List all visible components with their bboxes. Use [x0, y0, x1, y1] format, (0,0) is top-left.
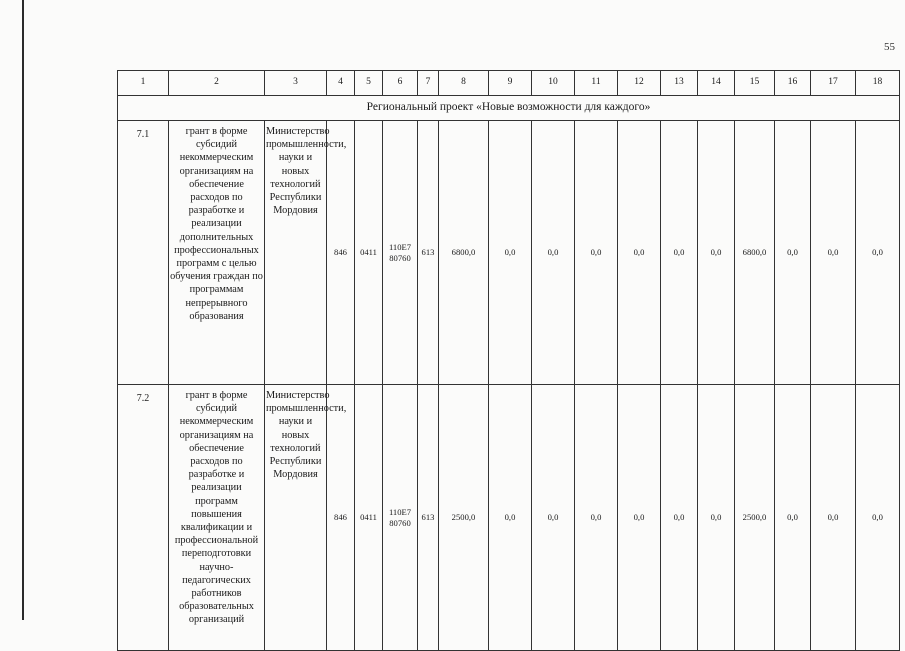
row-agency: Министерство промышленности, науки и новых технологий Республики Мордовия [265, 121, 327, 385]
cell-col16: 0,0 [775, 385, 811, 651]
cell-col10: 0,0 [532, 385, 575, 651]
cell-col10: 0,0 [532, 121, 575, 385]
row-description: грант в форме субсидий некоммерческим организациям на обеспечение расходов по разработке и реализации дополнительных профессиональных программ с целью обучения граждан по программам непрерывного образования [169, 121, 265, 385]
column-header: 13 [661, 71, 698, 96]
page-number: 55 [884, 41, 895, 53]
cell-col17: 0,0 [811, 121, 856, 385]
column-header: 2 [169, 71, 265, 96]
cell-col16: 0,0 [775, 121, 811, 385]
column-header: 12 [618, 71, 661, 96]
column-header: 5 [355, 71, 383, 96]
table-row [118, 121, 900, 385]
cell-col12: 0,0 [618, 121, 661, 385]
column-header: 4 [327, 71, 355, 96]
column-header: 8 [439, 71, 489, 96]
column-header: 15 [735, 71, 775, 96]
column-header: 3 [265, 71, 327, 96]
cell-col5: 0411 [355, 121, 383, 385]
cell-col13: 0,0 [661, 121, 698, 385]
cell-col4: 846 [327, 385, 355, 651]
cell-col13: 0,0 [661, 385, 698, 651]
column-number-row [118, 71, 900, 96]
cell-col11: 0,0 [575, 121, 618, 385]
column-header: 16 [775, 71, 811, 96]
cell-col14: 0,0 [698, 121, 735, 385]
cell-col17: 0,0 [811, 385, 856, 651]
column-header: 6 [383, 71, 418, 96]
cell-col6: 110Е7 80760 [383, 385, 418, 651]
cell-col8: 6800,0 [439, 121, 489, 385]
row-number: 7.1 [118, 121, 169, 385]
cell-col18: 0,0 [856, 121, 900, 385]
margin-line [22, 0, 24, 620]
cell-col15: 2500,0 [735, 385, 775, 651]
cell-col7: 613 [418, 385, 439, 651]
row-agency: Министерство промышленности, науки и новых технологий Республики Мордовия [265, 385, 327, 651]
cell-col9: 0,0 [489, 385, 532, 651]
cell-col14: 0,0 [698, 385, 735, 651]
column-header: 11 [575, 71, 618, 96]
section-row [118, 96, 900, 121]
cell-col7: 613 [418, 121, 439, 385]
column-header: 17 [811, 71, 856, 96]
row-number: 7.2 [118, 385, 169, 651]
cell-col8: 2500,0 [439, 385, 489, 651]
cell-col15: 6800,0 [735, 121, 775, 385]
cell-col6: 110Е7 80760 [383, 121, 418, 385]
column-header: 1 [118, 71, 169, 96]
table-row [118, 385, 900, 651]
cell-col12: 0,0 [618, 385, 661, 651]
section-title: Региональный проект «Новые возможности для каждого» [118, 96, 900, 121]
cell-col4: 846 [327, 121, 355, 385]
cell-col18: 0,0 [856, 385, 900, 651]
column-header: 18 [856, 71, 900, 96]
row-description: грант в форме субсидий некоммерческим организациям на обеспечение расходов по разработке и реализации программ повышения квалификации и профессиональной переподготовки научно-педагогических работников образовательных организаций [169, 385, 265, 651]
column-header: 14 [698, 71, 735, 96]
cell-col5: 0411 [355, 385, 383, 651]
column-header: 9 [489, 71, 532, 96]
budget-table [117, 70, 900, 651]
cell-col11: 0,0 [575, 385, 618, 651]
column-header: 10 [532, 71, 575, 96]
column-header: 7 [418, 71, 439, 96]
cell-col9: 0,0 [489, 121, 532, 385]
